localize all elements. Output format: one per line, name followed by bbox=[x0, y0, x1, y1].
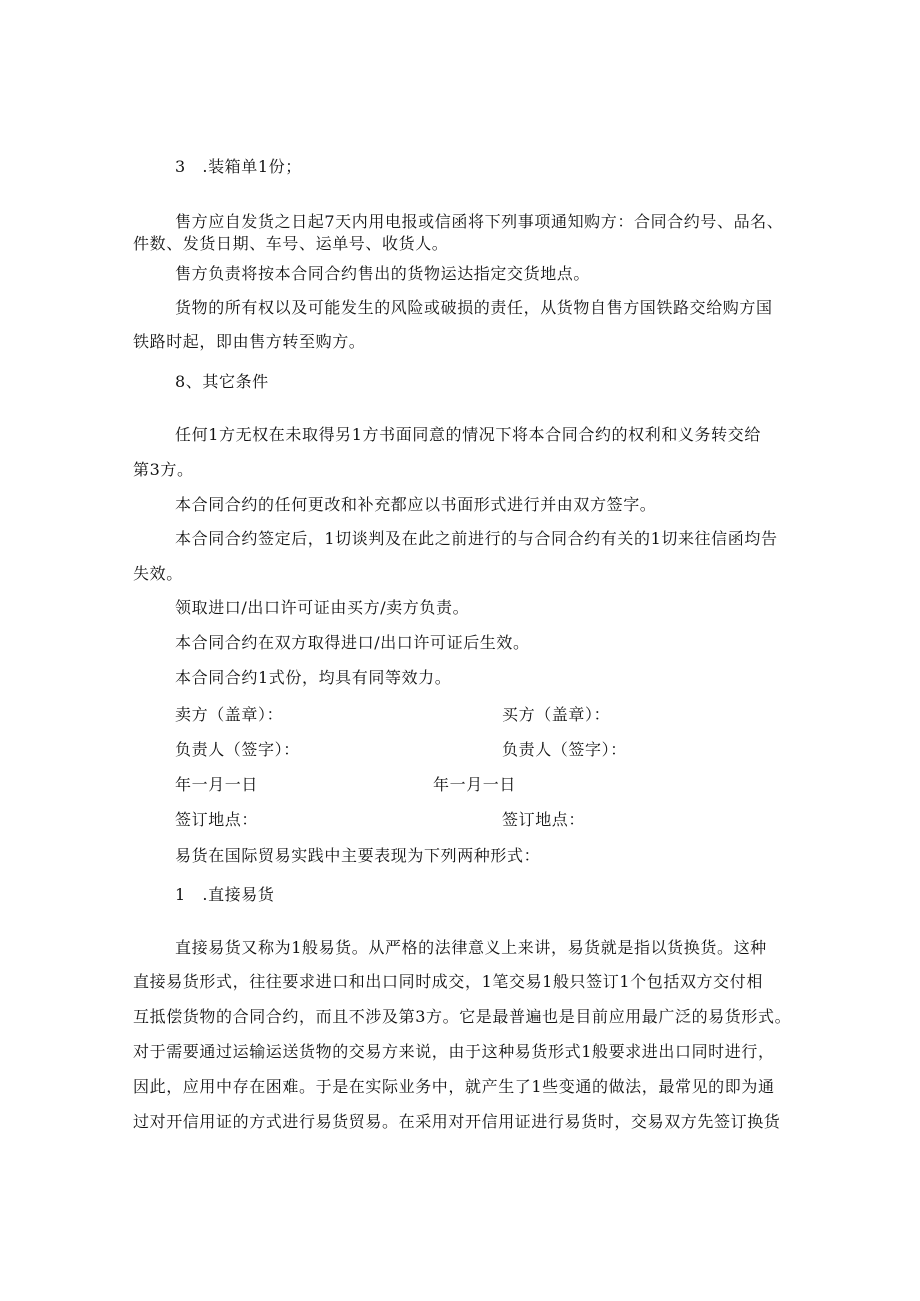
paragraph-line: 因此，应用中存在困难。于是在实际业务中，就产生了1些变通的做法，最常见的即为通 bbox=[133, 1077, 775, 1096]
seller-place-label: 签订地点： bbox=[175, 810, 259, 829]
paragraph-line: 领取进口/出口许可证由买方/卖方负责。 bbox=[175, 598, 470, 617]
paragraph-line: 售方负责将按本合同合约售出的货物运达指定交货地点。 bbox=[175, 264, 591, 283]
seller-signer-label: 负责人（签字）： bbox=[175, 740, 300, 759]
paragraph-line: 本合同合约的任何更改和补充都应以书面形式进行并由双方签字。 bbox=[175, 495, 657, 514]
section-heading: 1 .直接易货 bbox=[175, 885, 275, 904]
paragraph-line: 本合同合约在双方取得进口/出口许可证后生效。 bbox=[175, 633, 530, 652]
paragraph-line: 售方应自发货之日起7天内用电报或信函将下列事项通知购方：合同合约号、品名、 bbox=[175, 212, 784, 231]
seller-date-label: 年一月一日 bbox=[175, 775, 259, 794]
paragraph-line: 第3方。 bbox=[133, 460, 194, 479]
paragraph-line: 本合同合约1式份，均具有同等效力。 bbox=[175, 668, 452, 687]
paragraph-line: 易货在国际贸易实践中主要表现为下列两种形式： bbox=[175, 846, 541, 865]
paragraph-line: 货物的所有权以及可能发生的风险或破损的责任，从货物自售方国铁路交给购方国 bbox=[175, 298, 773, 317]
buyer-date-label: 年一月一日 bbox=[433, 775, 517, 794]
paragraph-line: 互抵偿货物的合同合约，而且不涉及第3方。它是最普遍也是目前应用最广泛的易货形式。 bbox=[133, 1007, 792, 1026]
buyer-place-label: 签订地点： bbox=[502, 810, 586, 829]
paragraph-line: 直接易货又称为1般易货。从严格的法律意义上来讲，易货就是指以货换货。这种 bbox=[175, 938, 767, 957]
paragraph-line: 件数、发货日期、车号、运单号、收货人。 bbox=[133, 234, 449, 253]
paragraph-line: 直接易货形式，往往要求进口和出口同时成交，1笔交易1般只签订1个包括双方交付相 bbox=[133, 972, 763, 991]
paragraph-line: 铁路时起，即由售方转至购方。 bbox=[133, 332, 366, 351]
buyer-signer-label: 负责人（签字）： bbox=[502, 740, 627, 759]
section-heading: 8、其它条件 bbox=[175, 372, 269, 391]
packing-list-item: 3 .装箱单1份； bbox=[175, 157, 302, 176]
paragraph-line: 任何1方无权在未取得另1方书面同意的情况下将本合同合约的权利和义务转交给 bbox=[175, 425, 761, 444]
buyer-seal-label: 买方（盖章）： bbox=[502, 705, 611, 724]
paragraph-line: 失效。 bbox=[133, 564, 183, 583]
paragraph-line: 本合同合约签定后，1切谈判及在此之前进行的与合同合约有关的1切来往信函均告 bbox=[175, 529, 778, 548]
paragraph-line: 对于需要通过运输运送货物的交易方来说，由于这种易货形式1般要求进出口同时进行， bbox=[133, 1042, 775, 1061]
seller-seal-label: 卖方（盖章）： bbox=[175, 705, 284, 724]
paragraph-line: 过对开信用证的方式进行易货贸易。在采用对开信用证进行易货时，交易双方先签订换货 bbox=[133, 1112, 781, 1131]
